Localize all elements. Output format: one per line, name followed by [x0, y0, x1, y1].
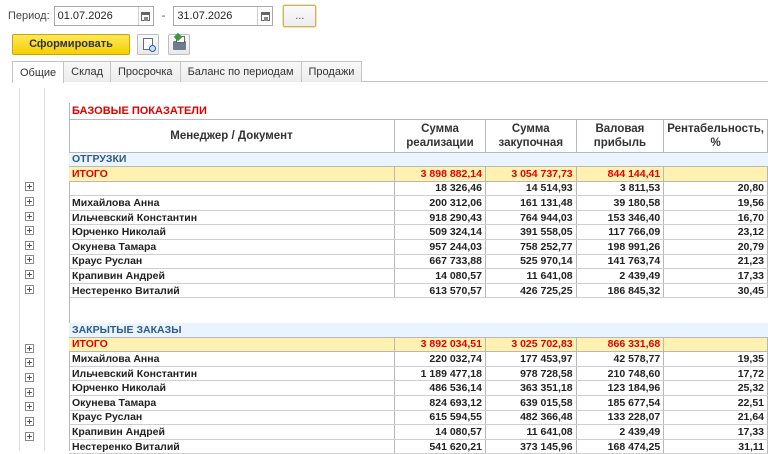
expand-row-icon[interactable] [25, 344, 34, 353]
cell-rent: 23,12 [664, 225, 768, 240]
cell-profit: 123 184,96 [576, 381, 664, 396]
action-row [12, 33, 190, 55]
cell-rent: 16,70 [664, 210, 768, 225]
cell-rent: 17,33 [664, 269, 768, 284]
manager-name: Окунева Тамара [69, 396, 394, 411]
tab-balance-by-period[interactable]: Баланс по периодам [180, 61, 302, 82]
total-purchase: 3 054 737,73 [485, 167, 576, 182]
date-to-value: 31.07.2026 [177, 10, 233, 22]
cell-sales: 486 536,14 [394, 381, 485, 396]
cell-rent: 20,79 [664, 240, 768, 255]
expand-row-icon[interactable] [25, 373, 34, 382]
date-from-value: 01.07.2026 [57, 10, 113, 22]
cell-profit: 153 346,40 [576, 210, 664, 225]
cell-sales: 200 312,06 [394, 196, 485, 211]
total-label: ИТОГО [69, 337, 394, 352]
cell-sales: 957 244,03 [394, 240, 485, 255]
cell-purchase: 764 944,03 [485, 210, 576, 225]
section-header [69, 323, 768, 338]
cell-profit: 133 228,07 [576, 410, 664, 425]
section-title: ЗАКРЫТЫЕ ЗАКАЗЫ [69, 323, 768, 338]
period-label: Период: [8, 10, 50, 22]
cell-rent: 21,64 [664, 410, 768, 425]
table-row[interactable] [69, 269, 768, 284]
cell-purchase: 525 970,14 [485, 254, 576, 269]
manager-name: Ильчевский Константин [69, 210, 394, 225]
spacer-cell [69, 298, 768, 313]
date-from-field[interactable] [54, 6, 154, 26]
header-sales: Сумма реализации [394, 119, 485, 152]
total-rent [664, 167, 768, 182]
cell-sales: 220 032,74 [394, 352, 485, 367]
period-select-button[interactable]: ... [283, 5, 316, 27]
tab-sales[interactable]: Продажи [301, 61, 363, 82]
generate-report-button[interactable]: Сформировать [12, 34, 130, 55]
cell-profit: 198 991,26 [576, 240, 664, 255]
cell-profit: 186 845,32 [576, 283, 664, 298]
manager-name: Крапивин Андрей [69, 425, 394, 440]
cell-purchase: 758 252,77 [485, 240, 576, 255]
manager-name: Михайлова Анна [69, 352, 394, 367]
total-profit: 844 144,41 [576, 167, 664, 182]
report-table [69, 103, 768, 454]
manager-name: Ильчевский Константин [69, 366, 394, 381]
cell-purchase: 161 131,48 [485, 196, 576, 211]
cell-profit: 117 766,09 [576, 225, 664, 240]
cell-sales: 613 570,57 [394, 283, 485, 298]
table-row[interactable] [69, 240, 768, 255]
cell-profit: 42 578,77 [576, 352, 664, 367]
report-title: БАЗОВЫЕ ПОКАЗАТЕЛИ [69, 103, 768, 119]
manager-name: Краус Руслан [69, 410, 394, 425]
cell-sales: 14 080,57 [394, 425, 485, 440]
date-to-field[interactable] [173, 6, 273, 26]
cell-purchase: 177 453,97 [485, 352, 576, 367]
cell-sales: 918 290,43 [394, 210, 485, 225]
manager-name: Крапивин Андрей [69, 269, 394, 284]
manager-name: Краус Руслан [69, 254, 394, 269]
manager-name: Нестеренко Виталий [69, 439, 394, 454]
cell-rent: 25,32 [664, 381, 768, 396]
expand-row-icon[interactable] [25, 197, 34, 206]
total-label: ИТОГО [69, 167, 394, 182]
cell-sales: 541 620,21 [394, 439, 485, 454]
table-row[interactable] [69, 410, 768, 425]
tab-overdue[interactable]: Просрочка [110, 61, 181, 82]
manager-name: Михайлова Анна [69, 196, 394, 211]
cell-purchase: 978 728,58 [485, 366, 576, 381]
cell-purchase: 391 558,05 [485, 225, 576, 240]
section-spacer [69, 298, 768, 313]
cell-sales: 824 693,12 [394, 396, 485, 411]
total-sales: 3 898 882,14 [394, 167, 485, 182]
report-gutter-line [44, 88, 45, 451]
header-name: Менеджер / Документ [69, 119, 394, 152]
cell-profit: 3 811,53 [576, 181, 664, 196]
header-profit: Валовая прибыль [576, 119, 664, 152]
calendar-icon [261, 12, 270, 21]
cell-sales: 1 189 477,18 [394, 366, 485, 381]
table-row[interactable] [69, 352, 768, 367]
table-row[interactable] [69, 225, 768, 240]
table-row[interactable] [69, 283, 768, 298]
expand-row-icon[interactable] [25, 432, 34, 441]
total-purchase: 3 025 702,83 [485, 337, 576, 352]
manager-name: Нестеренко Виталий [69, 283, 394, 298]
total-rent [664, 337, 768, 352]
preview-icon [143, 38, 153, 50]
cell-purchase: 482 366,48 [485, 410, 576, 425]
cell-profit: 185 677,54 [576, 396, 664, 411]
table-row[interactable] [69, 181, 768, 196]
expand-row-icon[interactable] [25, 182, 34, 191]
cell-sales: 14 080,57 [394, 269, 485, 284]
table-row[interactable] [69, 210, 768, 225]
cell-profit: 39 180,58 [576, 196, 664, 211]
table-row[interactable] [69, 366, 768, 381]
expand-row-icon[interactable] [25, 388, 34, 397]
cell-rent: 19,35 [664, 352, 768, 367]
table-row[interactable] [69, 254, 768, 269]
expand-row-icon[interactable] [25, 285, 34, 294]
total-row [69, 337, 768, 352]
cell-purchase: 639 015,58 [485, 396, 576, 411]
cell-sales: 667 733,88 [394, 254, 485, 269]
total-sales: 3 892 034,51 [394, 337, 485, 352]
expand-row-icon[interactable] [25, 255, 34, 264]
header-rent: Рентабельность, % [664, 119, 768, 152]
cell-rent: 30,45 [664, 283, 768, 298]
cell-rent: 20,80 [664, 181, 768, 196]
tab-warehouse[interactable]: Склад [63, 61, 111, 82]
section-header [69, 152, 768, 167]
tab-general[interactable]: Общие [12, 61, 64, 83]
cell-rent: 19,56 [664, 196, 768, 211]
table-row[interactable] [69, 196, 768, 211]
cell-profit: 2 439,49 [576, 425, 664, 440]
cell-sales: 18 326,46 [394, 181, 485, 196]
print-button[interactable] [168, 34, 190, 55]
cell-purchase: 11 641,08 [485, 269, 576, 284]
period-dash: - [161, 10, 166, 22]
cell-profit: 210 748,60 [576, 366, 664, 381]
manager-name [69, 181, 394, 196]
calendar-from-button[interactable] [138, 7, 153, 25]
cell-sales: 509 324,14 [394, 225, 485, 240]
total-row [69, 167, 768, 182]
cell-sales: 615 594,55 [394, 410, 485, 425]
calendar-to-button[interactable] [257, 7, 272, 25]
cell-profit: 168 474,25 [576, 439, 664, 454]
tab-bar [12, 61, 361, 82]
table-header [69, 119, 768, 152]
cell-profit: 2 439,49 [576, 269, 664, 284]
table-row[interactable] [69, 439, 768, 454]
cell-purchase: 426 725,25 [485, 283, 576, 298]
cell-rent: 31,11 [664, 439, 768, 454]
section-title: ОТГРУЗКИ [69, 152, 768, 167]
cell-profit: 141 763,74 [576, 254, 664, 269]
manager-name: Юрченко Николай [69, 381, 394, 396]
spacer-cell [69, 313, 768, 323]
manager-name: Окунева Тамара [69, 240, 394, 255]
table-row[interactable] [69, 396, 768, 411]
report-gutter-line [19, 88, 20, 451]
expand-row-icon[interactable] [25, 270, 34, 279]
table-row[interactable] [69, 381, 768, 396]
cell-rent: 21,23 [664, 254, 768, 269]
section-spacer [69, 313, 768, 323]
manager-name: Юрченко Николай [69, 225, 394, 240]
header-purchase: Сумма закупочная [485, 119, 576, 152]
expand-row-icon[interactable] [25, 226, 34, 235]
cell-purchase: 11 641,08 [485, 425, 576, 440]
cell-purchase: 14 514,93 [485, 181, 576, 196]
calendar-icon [141, 12, 150, 21]
total-profit: 866 331,68 [576, 337, 664, 352]
cell-rent: 17,33 [664, 425, 768, 440]
cell-purchase: 373 145,96 [485, 439, 576, 454]
cell-purchase: 363 351,18 [485, 381, 576, 396]
cell-rent: 22,51 [664, 396, 768, 411]
table-row[interactable] [69, 425, 768, 440]
print-icon [173, 41, 186, 50]
cell-rent: 17,72 [664, 366, 768, 381]
expand-row-icon[interactable] [25, 358, 34, 367]
expand-row-icon[interactable] [25, 417, 34, 426]
expand-row-icon[interactable] [25, 402, 34, 411]
expand-row-icon[interactable] [25, 212, 34, 221]
preview-button[interactable] [137, 34, 159, 55]
expand-row-icon[interactable] [25, 241, 34, 250]
period-row [8, 6, 316, 26]
